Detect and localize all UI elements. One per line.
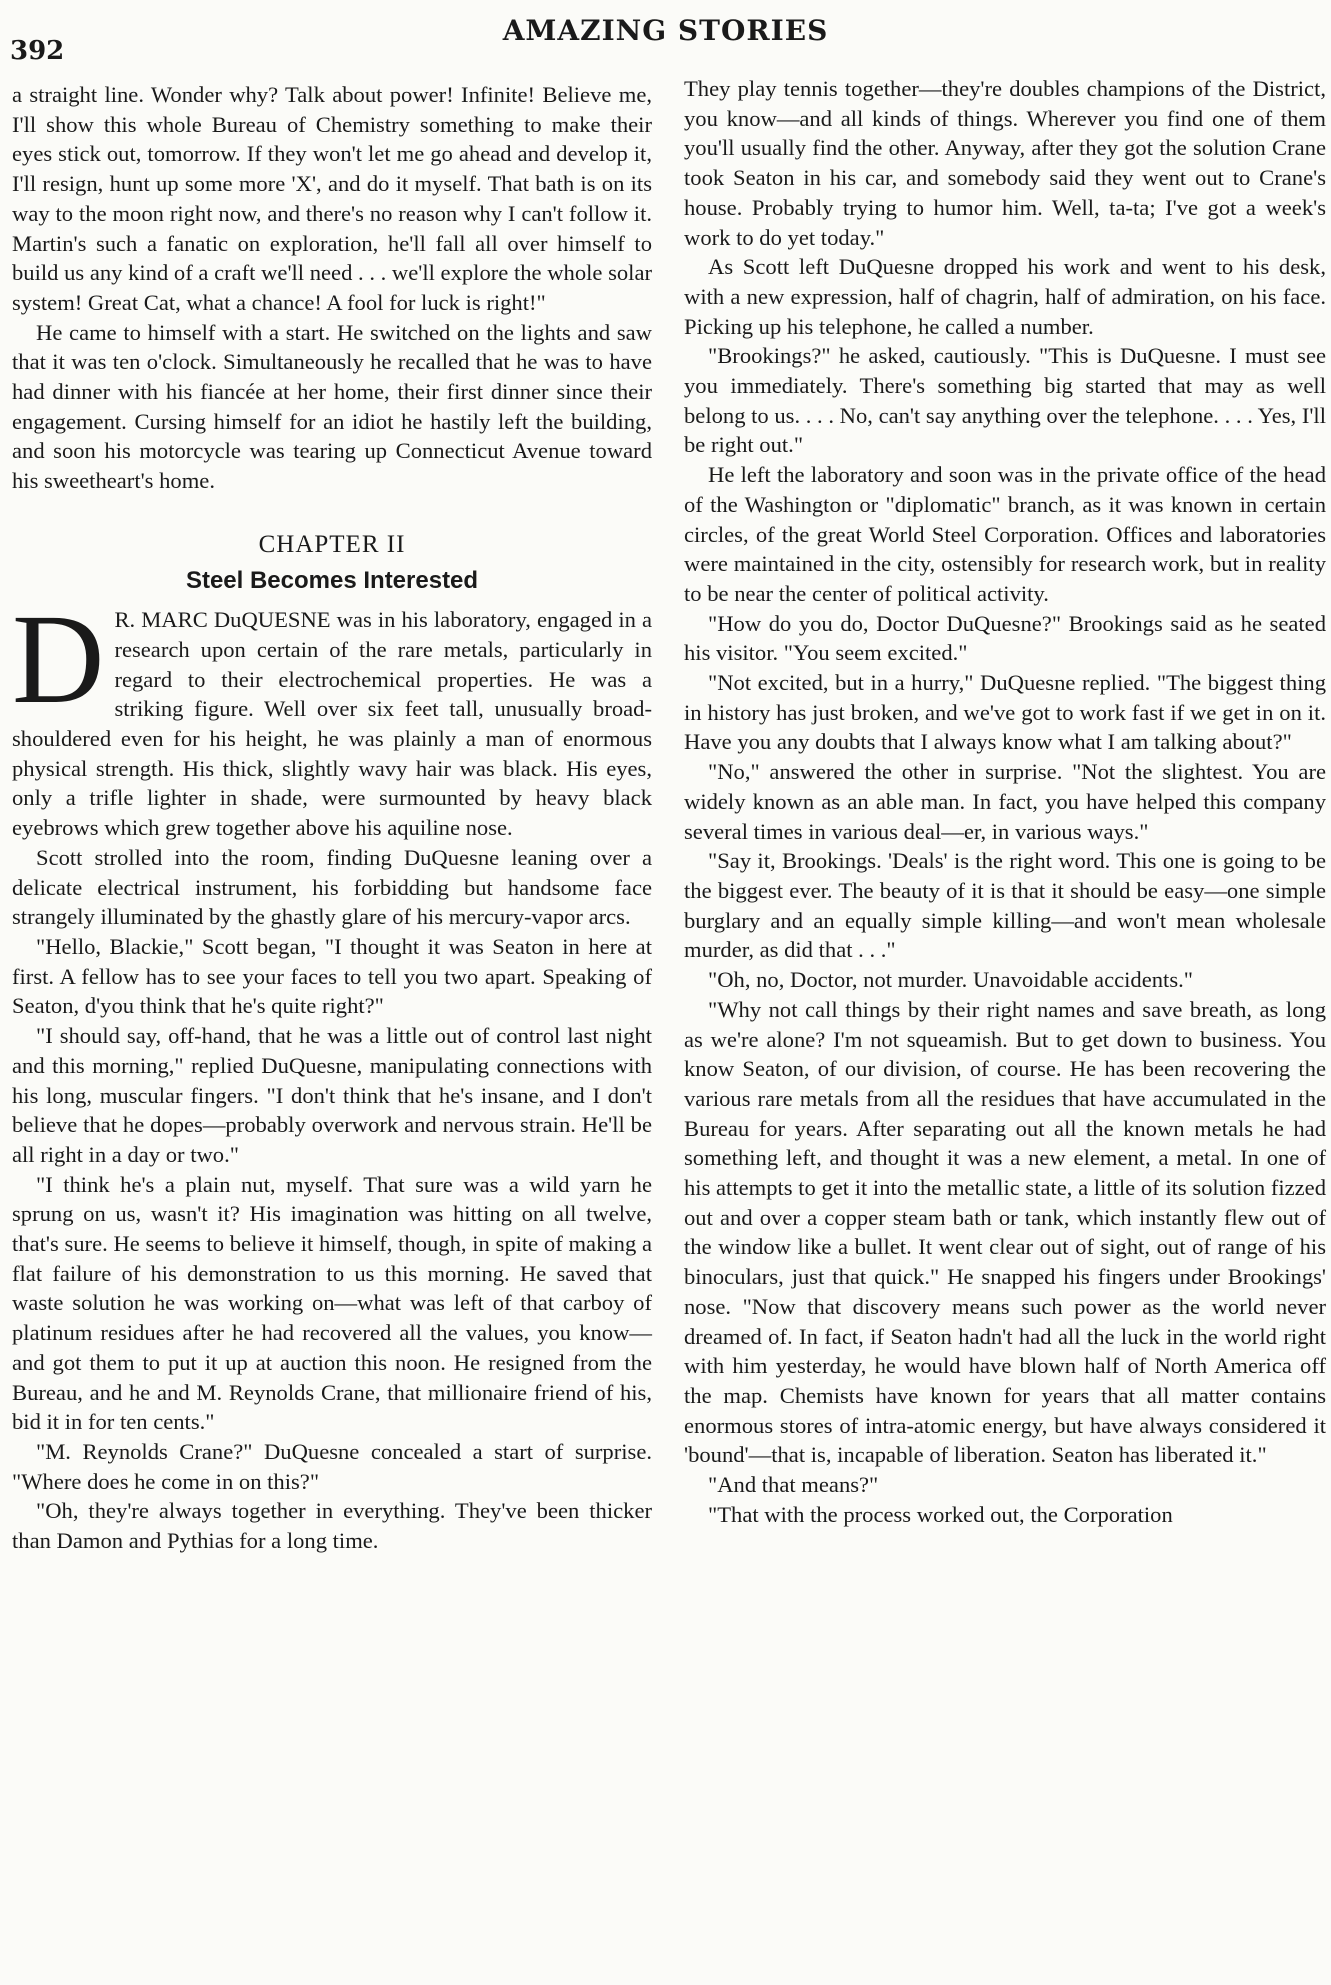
paragraph: a straight line. Wonder why? Talk about power! Infinite! Believe me, I'll show this whole Bureau of Chemistry something to make their eyes stick out, tomorrow. If they won't let me go ahead and develop it, I'll resign, hunt up some more 'X', and do it myself. That bath is on its way to the moon right now, and there's no reason why I can't follow it. Martin's such a fanatic on exploration, he'll fall all over himself to build us any kind of a craft we'll need . . . we'll explore the whole solar system! Great Cat, what a chance! A fool for luck is right!" <box>12 82 652 315</box>
paragraph: "Why not call things by their right names and save breath, as long as we're alone? I'm not squeamish. But to get down to business. You know Seaton, of our division, of course. He has been recovering the various rare metals from all the residues that have accumulated in the Bureau for years. After separating out all the known metals he had something left, and thought it was a new element, a metal. In one of his attempts to get it into the metallic state, a little of its solution fizzed out and over a copper steam bath or tank, which instantly flew out of the window like a bullet. It went clear out of sight, out of range of his binoculars, just that quick." He snapped his fingers under Brookings' nose. "Now that discovery means such power as the world never dreamed of. In fact, if Seaton hadn't had all the luck in the world right with him yesterday, he would have blown half of North America off the map. Chemists have known for years that all matter contains enormous stores of intra-atomic energy, but have always considered it 'bound'—that is, incapable of liberation. Seaton has liberated it." <box>684 996 1326 1468</box>
paragraph: "Oh, no, Doctor, not murder. Unavoidable accidents." <box>708 967 1193 993</box>
paragraph: He came to himself with a start. He switched on the lights and saw that it was ten o'clock. Simultaneously he recalled that he was to have had dinner with his fiancée at her home, their first dinner since their engagement. Cursing himself for an idiot he hastily left the building, and soon his motorcycle was tearing up Connecticut Avenue toward his sweetheart's home. <box>12 319 652 494</box>
chapter-heading: CHAPTER II <box>258 530 406 558</box>
chapter-opening-paragraph <box>12 588 652 843</box>
paragraph: "Say it, Brookings. 'Deals' is the right word. This one is going to be the biggest ever. The beauty of it is that it should be easy—one simple burglary and an equally simple killing—and won't mean wholesale murder, as did that . . ." <box>684 848 1326 963</box>
paragraph: "Not excited, but in a hurry," DuQuesne replied. "The biggest thing in history has just broken, and we've got to work fast if we get in on it. Have you any doubts that I always know what I am talking about?" <box>684 670 1326 755</box>
opening-text: R. MARC DuQUESNE was in his laboratory, engaged in a research upon certain of the rare metals, particularly in regard to their electrochemical properties. He was a striking figure. Well over six feet tall, unusually broad-shouldered even for his height, he was plainly a man of enormous physical strength. His thick, slightly wavy hair was black. His eyes, only a trifle lighter in shade, were surmounted by heavy black eyebrows which grew together above his aquiline nose. <box>12 607 652 841</box>
paragraph: He left the laboratory and soon was in the private office of the head of the Washington or "diplomatic" branch, as it was known in certain circles, of the great World Steel Corporation. Offices and laboratories were maintained in the city, ostensibly for research work, but in reality to be near the center of political activity. <box>684 462 1326 606</box>
chapter-subtitle: Steel Becomes Interested <box>185 566 479 594</box>
paragraph: "M. Reynolds Crane?" DuQuesne concealed a start of surprise. "Where does he come in on this?" <box>12 1438 652 1494</box>
paragraph: "No," answered the other in surprise. "Not the slightest. You are widely known as an able man. In fact, you have helped this company several times in various deal—er, in various ways." <box>684 759 1326 844</box>
running-head: AMAZING STORIES <box>502 14 829 47</box>
paragraph: "Brookings?" he asked, cautiously. "This is DuQuesne. I must see you immediately. There's something big started that may as well belong to us. . . . No, can't say anything over the telephone. . . . Yes, I'll be right out." <box>684 343 1326 458</box>
paragraph: "And that means?" <box>708 1472 879 1498</box>
paragraph: "I should say, off-hand, that he was a little out of control last night and this morning," replied DuQuesne, manipulating connections with his long, muscular fingers. "I don't think that he's insane, and I don't believe that he dopes—probably overwork and nervous strain. He'll be all right in a day or two." <box>12 1023 652 1167</box>
page-number: 392 <box>10 36 65 66</box>
paragraph: Scott strolled into the room, finding DuQuesne leaning over a delicate electrical instrument, his forbidding but handsome face strangely illuminated by the ghastly glare of his mercury-vapor arcs. <box>12 844 652 930</box>
paragraph: "Oh, they're always together in everything. They've been thicker than Damon and Pythias for a long time. <box>12 1498 652 1554</box>
paragraph: As Scott left DuQuesne dropped his work and went to his desk, with a new expression, half of chagrin, half of admiration, on his face. Picking up his telephone, he called a number. <box>684 254 1326 339</box>
left-column <box>12 80 652 1556</box>
paragraph: "Hello, Blackie," Scott began, "I thought it was Seaton in here at first. A fellow has to see your faces to tell you two apart. Speaking of Seaton, d'you think that he's quite right?" <box>12 933 652 1019</box>
paragraph: "I think he's a plain nut, myself. That sure was a wild yarn he sprung on us, wasn't it? His imagination was hitting on all twelve, that's sure. He seems to believe it himself, though, in spite of making a flat failure of his demonstration to us this morning. He saved that waste solution he was working on—what was left of that carboy of platinum residues after he had recovered all the values, you know—and got them to put it up at auction this noon. He resigned from the Bureau, and he and M. Reynolds Crane, that millionaire friend of his, bid it in for ten cents." <box>12 1171 652 1435</box>
right-column <box>684 74 1326 1529</box>
paragraph: "How do you do, Doctor DuQuesne?" Brookings said as he seated his visitor. "You seem excited." <box>684 610 1326 666</box>
drop-cap: D <box>12 588 105 731</box>
paragraph: "That with the process worked out, the Corporation <box>708 1501 1173 1527</box>
paragraph: They play tennis together—they're doubles champions of the District, you know—and all kinds of things. Wherever you find one of them you'll usually find the other. Anyway, after they got the solution Crane took Seaton in his car, and somebody said they went out to Crane's house. Probably trying to humor him. Well, ta-ta; I've got a week's work to do yet today." <box>684 76 1326 250</box>
